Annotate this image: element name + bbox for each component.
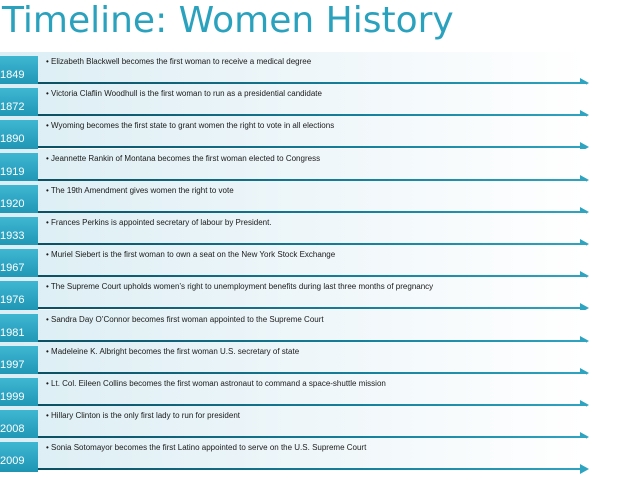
event-text: • Madeleine K. Albright becomes the first woman U.S. secretary of state: [46, 346, 300, 356]
event-underline: [38, 468, 584, 470]
event-text: • Victoria Claflin Woodhull is the first woman to run as a presidential candidate: [46, 89, 322, 99]
year-label: 1967: [0, 262, 25, 275]
event-text: • Muriel Siebert is the first woman to own a seat on the New York Stock Exchange: [46, 250, 336, 260]
year-label: 1976: [0, 294, 25, 307]
timeline-row: [0, 245, 638, 277]
year-label: 2009: [0, 455, 25, 468]
timeline-row: [0, 406, 638, 438]
timeline-row: [0, 277, 638, 309]
timeline-row: [0, 342, 638, 374]
year-label: 1920: [0, 197, 25, 210]
year-label: 1997: [0, 358, 25, 371]
year-label: 1919: [0, 165, 25, 178]
event-text: • Sonia Sotomayor becomes the first Latino appointed to serve on the U.S. Supreme Court: [46, 443, 367, 453]
event-text: • Lt. Col. Eileen Collins becomes the first woman astronaut to command a space-shuttle mission: [46, 379, 386, 388]
year-label: 1872: [0, 101, 25, 114]
timeline-row: [0, 374, 638, 406]
event-text: • The 19th Amendment gives women the right to vote: [46, 185, 234, 195]
timeline-row: [0, 52, 638, 84]
year-label: 1849: [0, 69, 25, 81]
event-text: • The Supreme Court upholds women’s right to unemployment benefits during last three months of pregnancy: [46, 282, 434, 292]
year-label: 1981: [0, 326, 25, 339]
event-text: • Hillary Clinton is the only first lady to run for president: [46, 411, 240, 421]
year-label: 1999: [0, 391, 25, 403]
year-label: 1890: [0, 133, 25, 146]
slide-title: Timeline: Women History: [2, 0, 454, 41]
timeline-row: [0, 116, 638, 148]
event-text: • Sandra Day O’Connor becomes first woman appointed to the Supreme Court: [46, 314, 324, 324]
timeline: [0, 52, 638, 479]
timeline-row: [0, 438, 638, 470]
timeline-row: [0, 213, 638, 245]
event-text: • Wyoming becomes the first state to grant women the right to vote in all elections: [46, 121, 335, 131]
year-label: 1933: [0, 230, 25, 242]
event-text: • Jeannette Rankin of Montana becomes the first woman elected to Congress: [46, 153, 321, 163]
timeline-row: [0, 84, 638, 116]
timeline-row: [0, 310, 638, 342]
arrow-head-icon: [580, 464, 589, 474]
timeline-row: [0, 181, 638, 213]
event-text: • Frances Perkins is appointed secretary of labour by President.: [46, 218, 272, 227]
timeline-row: [0, 149, 638, 181]
year-label: 2008: [0, 423, 25, 436]
event-text: • Elizabeth Blackwell becomes the first woman to receive a medical degree: [46, 57, 312, 66]
